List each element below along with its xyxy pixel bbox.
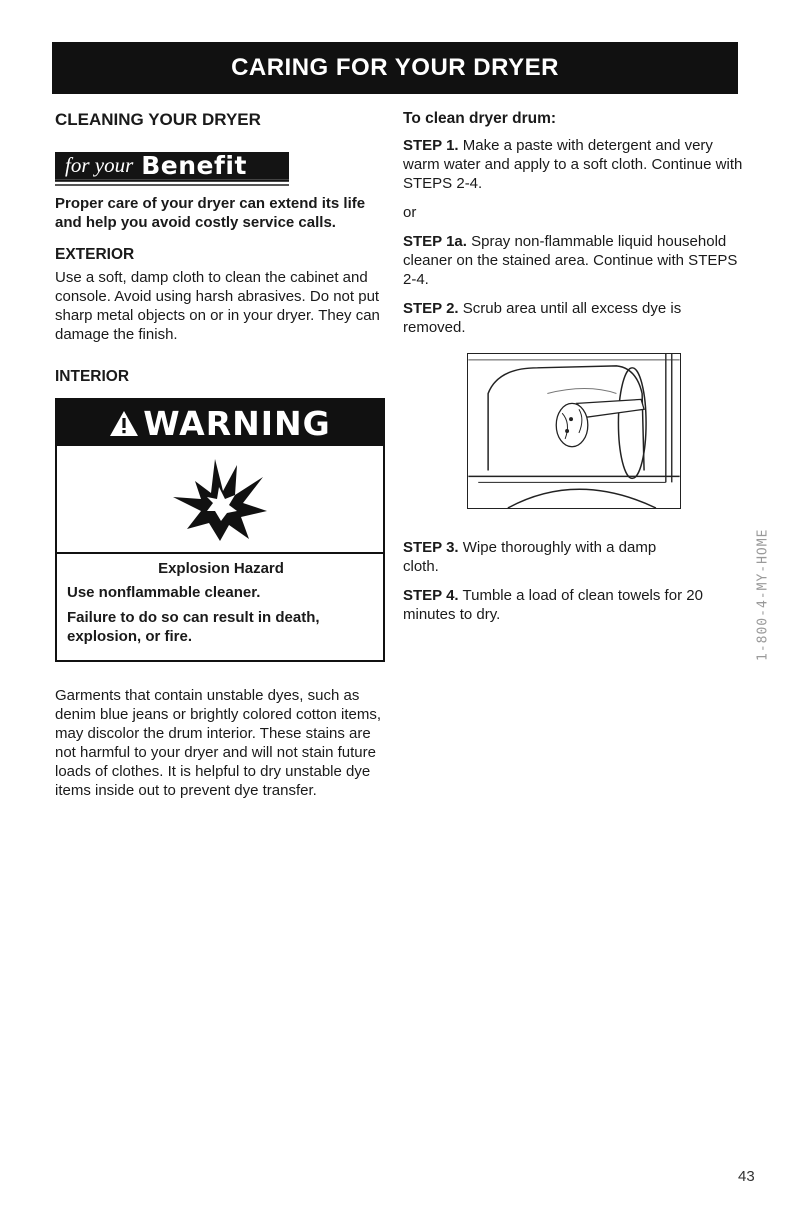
step-3-text: Wipe thoroughly with a damp cloth. (403, 539, 657, 575)
warning-box (55, 398, 385, 662)
warning-line-2: Failure to do so can result in death, explosion, or fire. (67, 609, 320, 645)
step-3 (403, 538, 663, 576)
explosion-icon (165, 451, 275, 547)
interior-heading: INTERIOR (55, 368, 130, 385)
step-1-label: STEP 1. (403, 137, 459, 154)
explosion-icon-area (57, 446, 383, 554)
step-1-text: Make a paste with detergent and very warm water and apply to a soft cloth. Continue with STEPS 2-4. (403, 137, 743, 192)
garments-paragraph: Garments that contain unstable dyes, such as denim blue jeans or brightly colored cotton items, may discolor the drum interior. These stains are not harmful to your dryer and will not stain future loads of clothes. It is helpful to dry unstable dye items inside out to prevent dye transfer. (55, 687, 382, 799)
dryer-drum-illustration (467, 353, 681, 509)
step-or (403, 203, 743, 222)
step-3-label: STEP 3. (403, 539, 459, 556)
step-1a (403, 232, 743, 289)
warning-heading-text: WARNING (143, 403, 331, 443)
exterior-body: Use a soft, damp cloth to clean the cabinet and console. Avoid using harsh abrasives. Do not put sharp metal objects on or in your dryer. They can damage the finish. (55, 269, 380, 343)
step-4-label: STEP 4. (403, 587, 459, 604)
hazard-title: Explosion Hazard (158, 560, 284, 577)
warning-header (57, 400, 383, 446)
step-2 (403, 299, 743, 337)
section-banner: CARING FOR YOUR DRYER (52, 42, 738, 94)
step-1a-text: Spray non-flammable liquid household cleaner on the stained area. Continue with STEPS 2-4. (403, 233, 738, 288)
page-number: 43 (738, 1168, 755, 1185)
step-4 (403, 586, 743, 624)
step-2-label: STEP 2. (403, 300, 459, 317)
warning-line-1: Use nonflammable cleaner. (67, 584, 261, 601)
for-your-benefit-badge (55, 152, 289, 182)
step-4-text: Tumble a load of clean towels for 20 minutes to dry. (403, 587, 703, 623)
benefit-underline (55, 184, 289, 186)
step-1 (403, 136, 743, 193)
benefit-small-text: for your (65, 153, 134, 177)
cleaning-title: CLEANING YOUR DRYER (55, 110, 261, 129)
warning-triangle-icon (109, 410, 139, 437)
step-or-text: or (403, 204, 417, 221)
exterior-heading: EXTERIOR (55, 246, 135, 263)
step-2-text: Scrub area until all excess dye is removed. (403, 300, 682, 336)
benefit-lead-text: Proper care of your dryer can extend its life and help you avoid costly service calls. (55, 195, 366, 231)
side-phone-stamp: 1-800-4-MY-HOME (755, 528, 771, 662)
benefit-big-text: Benefit (141, 151, 247, 180)
warning-text-area (57, 554, 383, 660)
step-1a-label: STEP 1a. (403, 233, 467, 250)
left-column (55, 110, 395, 800)
drum-cleaning-title: To clean dryer drum: (403, 110, 557, 127)
right-column (403, 110, 743, 634)
